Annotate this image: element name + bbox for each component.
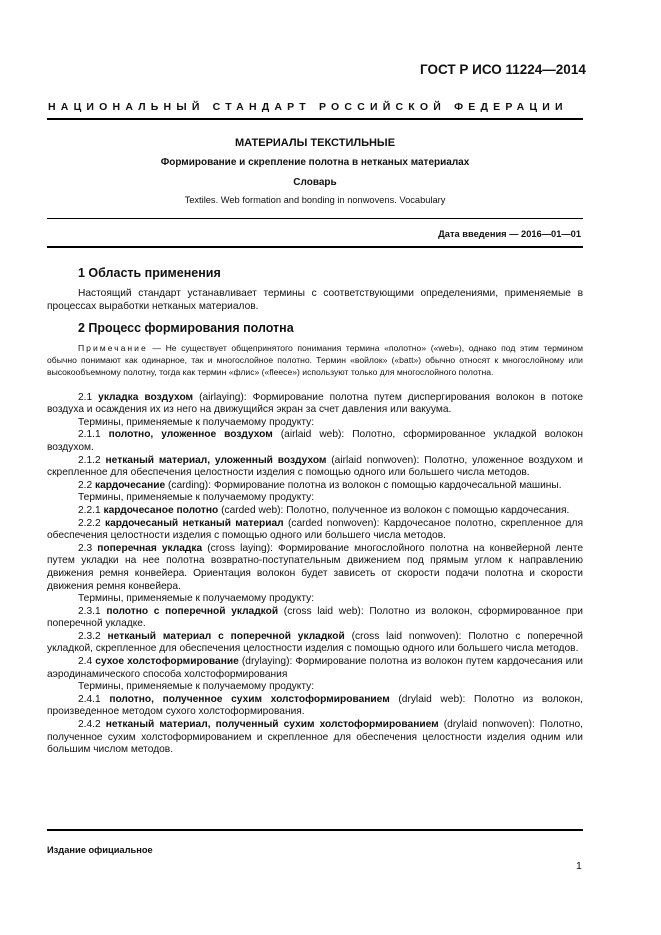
title-divider [47, 218, 583, 219]
national-standard-banner: НАЦИОНАЛЬНЫЙ СТАНДАРТ РОССИЙСКОЙ ФЕДЕРАЦИИ [48, 101, 568, 113]
document-title: МАТЕРИАЛЫ ТЕКСТИЛЬНЫЕ [234, 137, 396, 149]
intro-divider [47, 246, 583, 248]
entry-definition: (drylaid web): Полотно из волокон, произведенное методом сухого холстоформирования. [47, 693, 583, 718]
term-entry [47, 505, 583, 518]
entry-definition: (airlaying): Формирование полотна путем диспергирования волокон в потоке воздуха и осаждения их из него на движущийся экран за счет давления или вакуума. [47, 391, 583, 416]
term-entry [47, 492, 583, 505]
introduction-date: Дата введения — 2016—01—01 [438, 229, 581, 239]
term-entry [47, 719, 583, 757]
term-entry [47, 417, 583, 430]
entry-number: 2.3.1 [78, 605, 101, 617]
entry-term: полотно, полученное сухим холстоформированием [109, 693, 390, 705]
entry-definition: (cross laying): Формирование многослойного полотна на конвейерной ленте путем укладки на нее полотна возвратно-поступательным движением под прямым углом к направлению движения ремня конвейера. Ориентация волокон будет зависеть от скорости подачи полотна и скорости движения ремня конвейера. [47, 542, 583, 592]
term-entry [47, 656, 583, 681]
entry-term: укладка воздухом [98, 391, 194, 403]
term-entry [47, 429, 583, 454]
entry-number: 2.2.1 [78, 504, 101, 516]
entry-term: нетканый материал с поперечной укладкой [107, 630, 345, 642]
entry-term: полотно, уложенное воздухом [108, 429, 273, 441]
entry-definition: Термины, применяемые к получаемому продукту: [78, 593, 315, 605]
standard-number: ГОСТ Р ИСО 11224—2014 [420, 62, 586, 77]
section-2-heading: 2 Процесс формирования полотна [78, 321, 294, 335]
entry-term: кардочесаное полотно [103, 504, 219, 516]
entry-number: 2.3.2 [78, 630, 101, 642]
section-2-body [47, 342, 583, 757]
entry-number: 2.1.1 [78, 429, 101, 441]
document-subtitle: Формирование и скрепление полотна в нетканых материалах [160, 157, 470, 168]
entry-definition: Термины, применяемые к получаемому продукту: [78, 681, 315, 693]
entry-definition: (airlaid nonwoven): Полотно, уложенное воздухом и скрепленное для обеспечения целостности изделия с помощью одного или большего числа методов. [47, 454, 583, 479]
term-entry [47, 392, 583, 417]
term-entry [47, 518, 583, 543]
entry-term: полотно с поперечной укладкой [106, 605, 279, 617]
entry-definition: (cross laid nonwoven): Полотно с поперечной укладкой, скрепленное для обеспечения целостности изделия с помощью одного или большего числа методов. [47, 630, 583, 655]
term-entries [47, 392, 583, 757]
page-number: 1 [576, 860, 582, 872]
entry-term: кардочесаный нетканый материал [104, 517, 284, 529]
section-1-text: Настоящий стандарт устанавливает термины с соответствующими определениями, применяемые в процессах выработки нетканых материалов. [47, 288, 583, 312]
footer-divider [47, 829, 583, 831]
entry-number: 2.2 [78, 479, 93, 491]
entry-definition: (cross laid web): Полотно из волокон, сформированное при поперечной укладке. [47, 605, 583, 630]
entry-number: 2.4 [78, 656, 93, 668]
term-entry [47, 480, 583, 493]
entry-term: нетканый материал, полученный сухим холстоформированием [105, 719, 439, 731]
entry-definition: Термины, применяемые к получаемому продукту: [78, 492, 315, 504]
entry-definition: (airlaid web): Полотно, сформированное укладкой волокон воздухом. [47, 429, 583, 453]
section-1-heading: 1 Область применения [78, 266, 221, 280]
entry-definition: (drylaying): Формирование полотна из волокон путем кардочесания или аэродинамического способа холстоформирования [47, 656, 583, 680]
entry-definition: (drylaid nonwoven): Полотно, полученное сухим холстоформированием и скрепленное для обеспечения целостности изделия одним или большим числом методов. [47, 719, 583, 756]
term-entry [47, 455, 583, 480]
entry-term: нетканый материал, уложенный воздухом [105, 454, 327, 466]
entry-number: 2.4.2 [78, 719, 101, 731]
official-edition-label: Издание официальное [47, 845, 153, 855]
term-entry [47, 593, 583, 606]
entry-definition: (carded web): Полотно, полученное из волокон с помощью кардочесания. [218, 504, 570, 516]
header-divider [47, 118, 583, 120]
term-entry [47, 606, 583, 631]
entry-term: поперечная укладка [97, 542, 203, 554]
entry-number: 2.4.1 [78, 693, 101, 705]
term-entry [47, 681, 583, 694]
entry-number: 2.1.2 [78, 454, 101, 466]
entry-term: сухое холстоформирование [95, 656, 239, 668]
term-entry [47, 543, 583, 593]
entry-definition: (carded nonwoven): Кардочесаное полотно, скрепленное для обеспечения целостности изделия с помощью одного или большего числа методов. [47, 517, 583, 542]
entry-definition: Термины, применяемые к получаемому продукту: [78, 416, 315, 428]
english-title: Textiles. Web formation and bonding in nonwovens. Vocabulary [184, 195, 446, 205]
entry-number: 2.3 [78, 542, 93, 554]
document-kind: Словарь [293, 177, 337, 188]
entry-number: 2.2.2 [78, 517, 101, 529]
note-text: — Не существует общепринятого понимания термина «полотно» («web»), однако под этим термином обычно понимают как одинарное, так и многослойное полотно. Термин «войлок» («batt») обычно относят к многослойному или высокообъемному полотну, тогда как термин «флис» («fleece») используют только для многослойного полотна. [47, 343, 583, 378]
term-entry [47, 694, 583, 719]
term-entry [47, 631, 583, 656]
note-paragraph [47, 342, 583, 379]
entry-term: кардочесание [95, 479, 166, 491]
entry-number: 2.1 [78, 391, 93, 403]
section-1-body [47, 288, 583, 313]
note-label: Примечание [78, 343, 148, 353]
entry-definition: (carding): Формирование полотна из волокон с помощью кардочесальной машины. [165, 479, 562, 491]
